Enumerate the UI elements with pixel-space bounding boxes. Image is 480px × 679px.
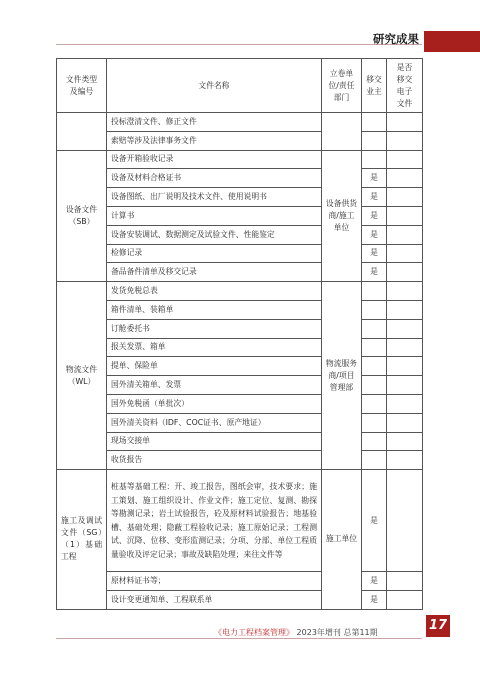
file-name: 桩基等基础工程：开、竣工报告，图纸会审，技术要求；施工策划、施工组织设计、作业文件；施工定位、复测、勘探等勘测记录；岩土试验报告，砼及原材料试验报告；地基验槽、基础处理；隐蔽工程验收记录；施工原始记录；工程测试、沉降、位移、变形监测记录；分项、分部、单位工程质量验收及评定记录；事故及缺陷处理；来往文件等 bbox=[107, 470, 322, 572]
dept-cell-sb: 设备供货商/施工单位 bbox=[322, 150, 362, 282]
type-cell-sg: 施工及调试文件（SG）（1）基础工程 bbox=[57, 470, 107, 610]
table-row bbox=[57, 413, 423, 432]
main-cell bbox=[362, 319, 387, 338]
main-cell bbox=[362, 338, 387, 357]
footer-rule bbox=[56, 638, 422, 639]
file-name: 提单、保险单 bbox=[107, 357, 322, 376]
publication-title: 《电力工程档案管理》 bbox=[214, 628, 294, 637]
main-cell bbox=[362, 282, 387, 301]
table-row bbox=[57, 188, 423, 207]
main-cell: 是 bbox=[362, 470, 387, 572]
main-cell bbox=[362, 432, 387, 451]
table-row bbox=[57, 338, 423, 357]
table-row bbox=[57, 376, 423, 395]
table-row bbox=[57, 169, 423, 188]
table-row bbox=[57, 572, 423, 591]
file-name: 现场交接单 bbox=[107, 432, 322, 451]
section-title: 研究成果 bbox=[373, 32, 419, 46]
main-cell bbox=[362, 150, 387, 169]
file-name: 设备开箱验收记录 bbox=[107, 150, 322, 169]
electronic-cell bbox=[387, 225, 423, 244]
file-name: 报关发票、箱单 bbox=[107, 338, 322, 357]
main-cell bbox=[362, 376, 387, 395]
file-name: 设备安装调试、数据测定及试验文件、性能鉴定 bbox=[107, 225, 322, 244]
table-row bbox=[57, 263, 423, 282]
file-name: 订舱委托书 bbox=[107, 319, 322, 338]
electronic-cell bbox=[387, 244, 423, 263]
electronic-cell bbox=[387, 338, 423, 357]
main-cell: 是 bbox=[362, 590, 387, 609]
file-name: 计算书 bbox=[107, 206, 322, 225]
main-cell: 是 bbox=[362, 169, 387, 188]
type-cell bbox=[57, 113, 107, 151]
table-header-row bbox=[57, 59, 423, 113]
table-row bbox=[57, 451, 423, 470]
file-name: 国外免税函（单批次） bbox=[107, 394, 322, 413]
electronic-cell bbox=[387, 131, 423, 150]
main-cell bbox=[362, 131, 387, 150]
table-row bbox=[57, 394, 423, 413]
electronic-cell bbox=[387, 150, 423, 169]
header-electronic: 是否移交电子文件 bbox=[387, 59, 423, 113]
file-name: 收货报告 bbox=[107, 451, 322, 470]
table-row bbox=[57, 590, 423, 609]
electronic-cell bbox=[387, 319, 423, 338]
archive-table bbox=[56, 58, 423, 610]
file-name: 国外清关箱单、发票 bbox=[107, 376, 322, 395]
table-row bbox=[57, 432, 423, 451]
file-name: 设备及材料合格证书 bbox=[107, 169, 322, 188]
table-row bbox=[57, 357, 423, 376]
footer-citation bbox=[214, 627, 378, 638]
electronic-cell bbox=[387, 394, 423, 413]
electronic-cell bbox=[387, 451, 423, 470]
type-cell-sb: 设备文件（SB） bbox=[57, 150, 107, 282]
electronic-cell bbox=[387, 590, 423, 609]
table-row bbox=[57, 300, 423, 319]
electronic-cell bbox=[387, 376, 423, 395]
issue-label: 2023年增刊 总第11期 bbox=[296, 628, 378, 637]
header-type: 文件类型及编号 bbox=[57, 59, 107, 113]
header-accent-block bbox=[424, 31, 480, 52]
electronic-cell bbox=[387, 169, 423, 188]
table-row bbox=[57, 319, 423, 338]
electronic-cell bbox=[387, 470, 423, 572]
electronic-cell bbox=[387, 357, 423, 376]
file-name: 备品备件清单及移交记录 bbox=[107, 263, 322, 282]
header-main: 移交业主 bbox=[362, 59, 387, 113]
table-row bbox=[57, 282, 423, 301]
main-cell: 是 bbox=[362, 572, 387, 591]
main-cell: 是 bbox=[362, 225, 387, 244]
file-name: 箱件清单、装箱单 bbox=[107, 300, 322, 319]
electronic-cell bbox=[387, 432, 423, 451]
file-name: 索赔等涉及法律事务文件 bbox=[107, 131, 322, 150]
file-name: 设计变更通知单、工程联系单 bbox=[107, 590, 322, 609]
header-dept: 立卷单位/责任部门 bbox=[322, 59, 362, 113]
file-name: 设备图纸、出厂说明及技术文件、使用说明书 bbox=[107, 188, 322, 207]
electronic-cell bbox=[387, 413, 423, 432]
main-cell bbox=[362, 357, 387, 376]
main-cell: 是 bbox=[362, 263, 387, 282]
table-row bbox=[57, 131, 423, 150]
electronic-cell bbox=[387, 188, 423, 207]
main-cell bbox=[362, 300, 387, 319]
file-name: 检修记录 bbox=[107, 244, 322, 263]
header-name: 文件名称 bbox=[107, 59, 322, 113]
main-cell bbox=[362, 113, 387, 132]
file-name: 投标澄清文件、修正文件 bbox=[107, 113, 322, 132]
table-row bbox=[57, 244, 423, 263]
electronic-cell bbox=[387, 282, 423, 301]
type-cell-wl: 物流文件（WL） bbox=[57, 282, 107, 470]
table-row bbox=[57, 113, 423, 132]
main-cell: 是 bbox=[362, 188, 387, 207]
electronic-cell bbox=[387, 263, 423, 282]
electronic-cell bbox=[387, 206, 423, 225]
dept-cell-sg: 施工单位 bbox=[322, 470, 362, 610]
dept-cell-wl: 物流服务商/项目管理部 bbox=[322, 282, 362, 470]
table-row bbox=[57, 225, 423, 244]
main-cell bbox=[362, 413, 387, 432]
file-name: 原材料证书等； bbox=[107, 572, 322, 591]
page-number: 17 bbox=[426, 615, 450, 637]
main-cell: 是 bbox=[362, 244, 387, 263]
table-row bbox=[57, 150, 423, 169]
main-cell bbox=[362, 451, 387, 470]
main-cell: 是 bbox=[362, 206, 387, 225]
table-row bbox=[57, 206, 423, 225]
dept-cell bbox=[322, 113, 362, 151]
electronic-cell bbox=[387, 572, 423, 591]
main-cell bbox=[362, 394, 387, 413]
file-name: 发货免税总表 bbox=[107, 282, 322, 301]
electronic-cell bbox=[387, 113, 423, 132]
electronic-cell bbox=[387, 300, 423, 319]
table-row bbox=[57, 470, 423, 572]
file-name: 国外清关资料（IDF、COC证书、原产地证） bbox=[107, 413, 322, 432]
